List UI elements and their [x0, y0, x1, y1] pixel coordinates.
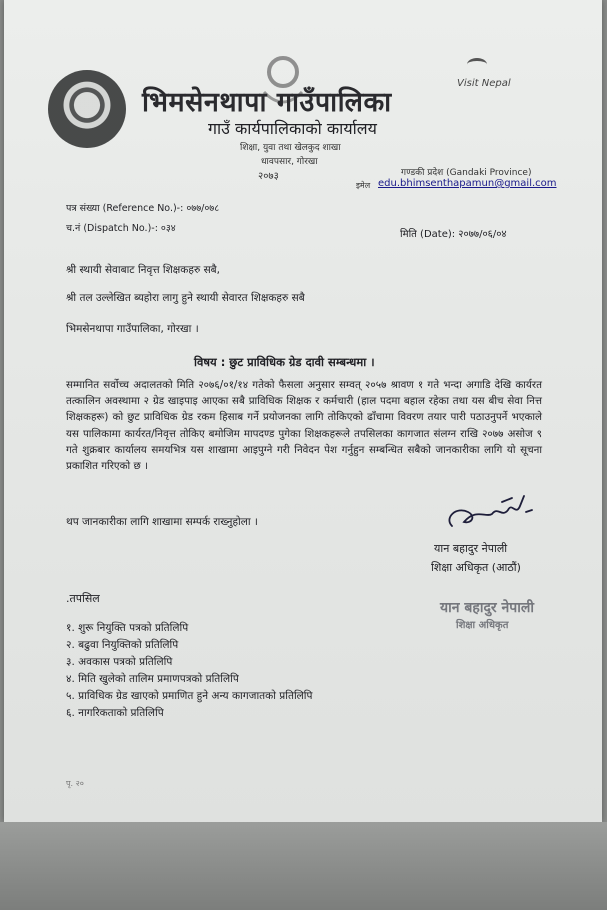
stamp-name: यान बहादुर नेपाली — [440, 600, 534, 616]
page-number: पृ. २० — [66, 779, 84, 788]
email-label: इमेल — [356, 181, 371, 190]
addressee-line: भिमसेनथापा गाउँपालिका, गोरखा । — [66, 323, 199, 335]
branch-name: शिक्षा, युवा तथा खेलकुद शाखा — [240, 143, 341, 153]
list-item: २. बढुवा नियुक्तिको प्रतिलिपि — [66, 639, 179, 651]
office-subtitle: गाउँ कार्यपालिकाको कार्यालय — [208, 119, 377, 138]
nepal-emblem-icon — [48, 70, 126, 148]
list-item: १. शुरू नियुक्ति पत्रको प्रतिलिपि — [66, 622, 189, 634]
dispatch-number: च.नं (Dispatch No.)-: ०३४ — [66, 223, 176, 234]
letter-page — [4, 0, 602, 822]
list-item: ६. नागरिकताको प्रतिलिपि — [66, 707, 164, 719]
annex-heading: .तपसिल — [66, 592, 100, 605]
established-year: २०७३ — [258, 171, 279, 182]
signatory-title: शिक्षा अधिकृत (आठौं) — [431, 561, 521, 574]
annex-list — [66, 620, 313, 722]
stamp-title: शिक्षा अधिकृत — [456, 620, 509, 631]
list-item: ४. मिति खुलेको तालिम प्रमाणपत्रको प्रतिलिपि — [66, 673, 239, 685]
letter-body: सम्मानित सर्वोच्च अदालतको मिति २०७६/०१/१४ गतेको फैसला अनुसार सम्वत् २०५७ श्रावण १ गते भन्दा अगाडि देखि कार्यरत तत्कालिन अवस्थामा २ ग्रेड खाइपाइ आएका सबै प्राविधिक शिक्षक र कर्मचारी (हाल पदमा बहाल रहेका तथा यस बीच सेवा नित्त शिक्षकहरू) को छुट प्राविधिक ग्रेड रकम हिसाब गर्ने प्रयोजनका लागि तोकिएको ढाँचामा विवरण तयार पारी पठाउनुपर्ने भएकाले यस पालिकामा कार्यरत/निवृत्त तोकिए बमोजिम मापदण्ड पुगेका शिक्षकहरूले तपसिलका कागजात संलग्न राखि २०७७ असोज ९ गते शुक्रबार कार्यालय समयभित्र यस शाखामा आइपुग्ने गरी निवेदन पेश गर्नुहुन सम्बन्धित सबैको जानकारीका लागि यो सूचना प्रकाशित गरिएको छ । — [66, 379, 542, 473]
closing-line: थप जानकारीका लागि शाखामा सम्पर्क राख्नुहोला । — [66, 516, 258, 528]
list-item: ५. प्राविधिक ग्रेड खाएको प्रमाणित हुने अन्य कागजातको प्रतिलिपि — [66, 690, 313, 702]
signature-icon — [442, 488, 542, 538]
letter-date: मिति (Date): २०७७/०६/०४ — [400, 229, 507, 240]
signatory-name: यान बहादुर नेपाली — [434, 542, 508, 555]
email-link[interactable]: edu.bhimsenthapamun@gmail.com — [378, 178, 557, 189]
list-item: ३. अवकास पत्रको प्रतिलिपि — [66, 656, 173, 668]
addressee-line: श्री तल उल्लेखित ब्यहोरा लागु हुने स्थायी सेवारत शिक्षकहरु सबै — [66, 292, 305, 304]
table-surface — [0, 822, 607, 910]
province-name: गण्डकी प्रदेश (Gandaki Province) — [401, 168, 532, 178]
visit-nepal-logo-icon — [451, 58, 521, 98]
letter-subject: विषय : छुट प्राविधिक ग्रेड दावी सम्बन्धमा । — [194, 355, 375, 369]
visit-nepal-text: Visit Nepal — [457, 78, 511, 89]
office-address: धावपसार, गोरखा — [261, 157, 318, 167]
addressee-line: श्री स्थायी सेवाबाट निवृत्त शिक्षकहरु सबै, — [66, 264, 220, 276]
office-title: भिमसेनथापा गाउँपालिका — [142, 87, 392, 118]
reference-number: पत्र संख्या (Reference No.)-: ०७७/०७८ — [66, 203, 220, 214]
